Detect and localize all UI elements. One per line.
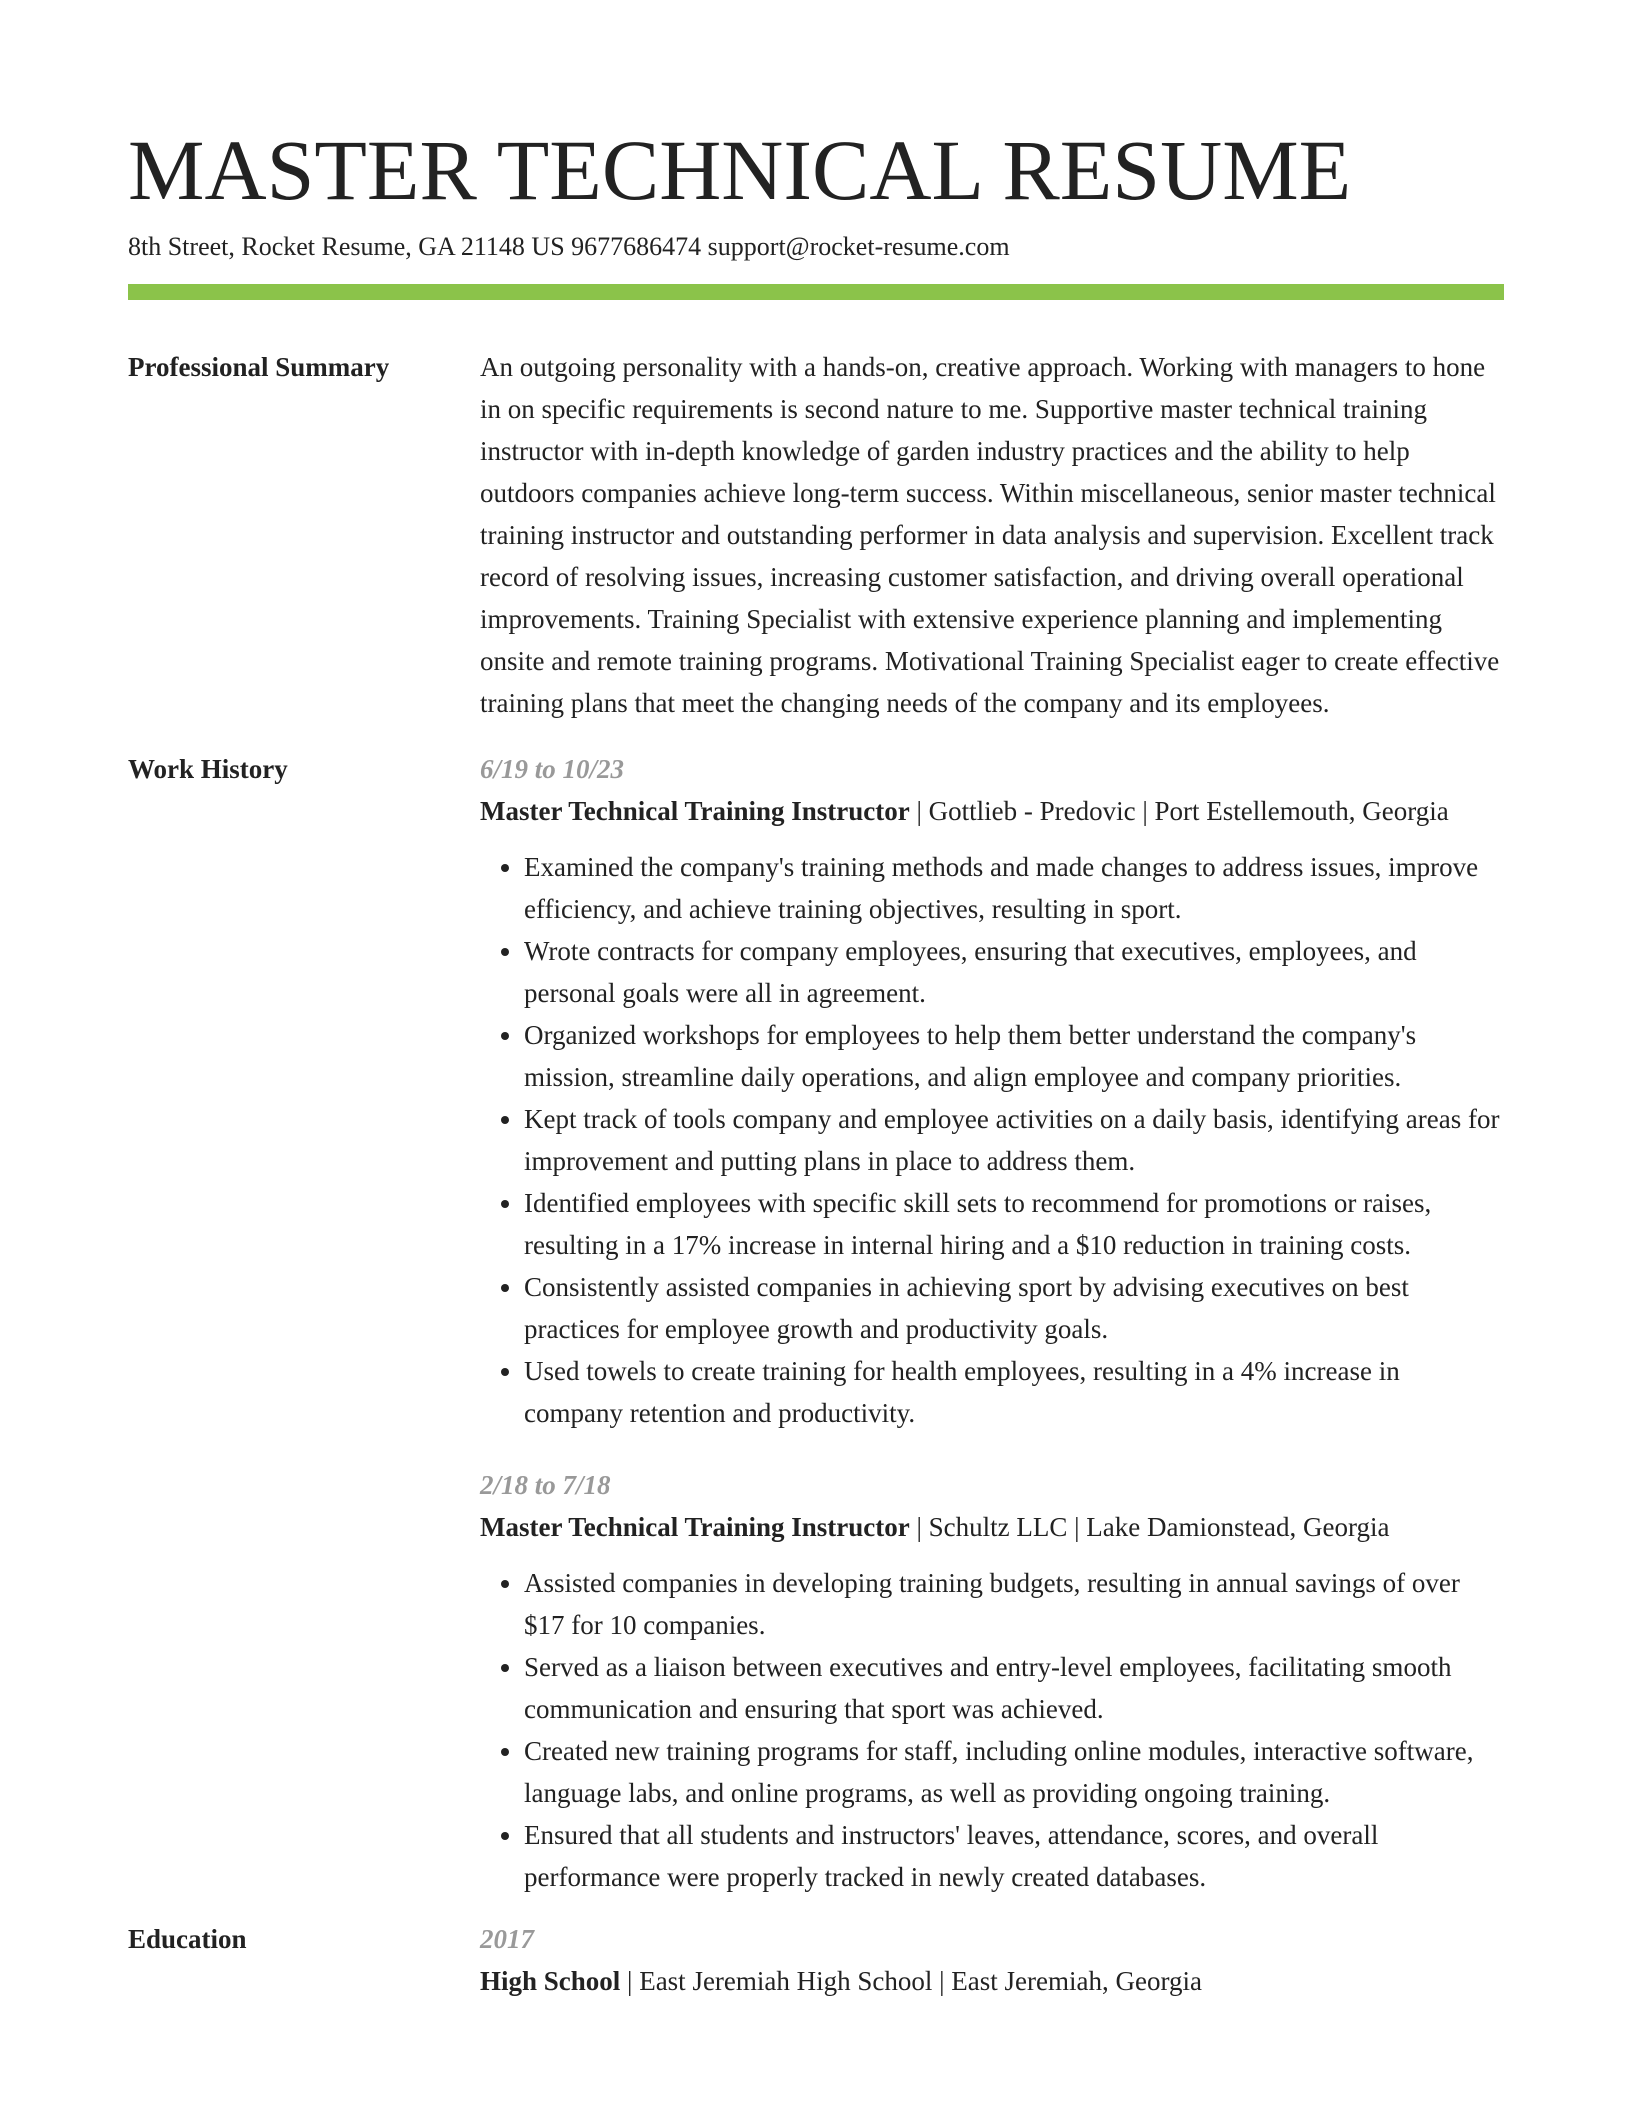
job-bullet: • Organized workshops for employees to help them better understand the company's mission, streamline daily operations, and align employee and company priorities. bbox=[524, 1014, 1504, 1098]
section-label-education: Education bbox=[128, 1924, 247, 1954]
job-bullet: • Created new training programs for staff, including online modules, interactive software, language labs, and online programs, as well as providing ongoing training. bbox=[524, 1730, 1504, 1814]
education-title: High School bbox=[480, 1966, 621, 1996]
job-bullet: • Kept track of tools company and employee activities on a daily basis, identifying areas for improvement and putting plans in place to address them. bbox=[524, 1098, 1504, 1182]
job-title: Master Technical Training Instructor bbox=[480, 1512, 910, 1542]
education-line bbox=[480, 1960, 1504, 2002]
section-label-work-history: Work History bbox=[128, 754, 288, 784]
job-role-line bbox=[480, 1506, 1504, 1548]
job-bullet: • Examined the company's training methods and made changes to address issues, improve efficiency, and achieve training objectives, resulting in sport. bbox=[524, 846, 1504, 930]
job-bullet: • Served as a liaison between executives and entry-level employees, facilitating smooth communication and ensuring that sport was achieved. bbox=[524, 1646, 1504, 1730]
summary-text: An outgoing personality with a hands-on, creative approach. Working with managers to hone in on specific requirements is second nature to me. Supportive master technical training instructor with in-depth knowledge of garden industry practices and the ability to help outdoors companies achieve long-term success. Within miscellaneous, senior master technical training instructor and outstanding performer in data analysis and supervision. Excellent track record of resolving issues, increasing customer satisfaction, and driving overall operational improvements. Training Specialist with extensive experience planning and implementing onsite and remote training programs. Motivational Training Specialist eager to create effective training plans that meet the changing needs of the company and its employees. bbox=[480, 352, 1500, 718]
contact-line: 8th Street, Rocket Resume, GA 21148 US 9677686474 support@rocket-resume.com bbox=[128, 232, 1010, 261]
education-section bbox=[128, 1924, 1504, 2002]
job-bullet: • Assisted companies in developing training budgets, resulting in annual savings of over $17 for 10 companies. bbox=[524, 1562, 1504, 1646]
job-title: Master Technical Training Instructor bbox=[480, 796, 910, 826]
job-bullet: • Ensured that all students and instructors' leaves, attendance, scores, and overall performance were properly tracked in newly created databases. bbox=[524, 1814, 1504, 1898]
job-dates: 6/19 to 10/23 bbox=[480, 754, 625, 784]
work-history-body bbox=[480, 748, 1504, 1898]
job-dates: 2/18 to 7/18 bbox=[480, 1470, 611, 1500]
job-role-line bbox=[480, 790, 1504, 832]
education-details: | East Jeremiah High School | East Jeremiah, Georgia bbox=[620, 1966, 1202, 1996]
job-bullet: • Used towels to create training for health employees, resulting in a 4% increase in company retention and productivity. bbox=[524, 1350, 1504, 1434]
job-bullets bbox=[480, 1562, 1504, 1898]
education-body bbox=[480, 1918, 1504, 2002]
job-details: | Gottlieb - Predovic | Port Estellemouth, Georgia bbox=[909, 796, 1449, 826]
resume-page bbox=[128, 120, 1504, 2002]
summary-body bbox=[480, 346, 1504, 724]
work-history-section bbox=[128, 754, 1504, 1898]
job-bullet: • Identified employees with specific skill sets to recommend for promotions or raises, resulting in a 17% increase in internal hiring and a $10 reduction in training costs. bbox=[524, 1182, 1504, 1266]
job-bullet: • Wrote contracts for company employees, ensuring that executives, employees, and personal goals were all in agreement. bbox=[524, 930, 1504, 1014]
summary-section bbox=[128, 352, 1504, 724]
resume-title: MASTER TECHNICAL RESUME bbox=[128, 122, 1352, 218]
education-dates: 2017 bbox=[480, 1924, 534, 1954]
section-label-summary: Professional Summary bbox=[128, 352, 390, 382]
job-bullets bbox=[480, 846, 1504, 1434]
job-entry bbox=[480, 748, 1504, 1434]
header-divider bbox=[128, 284, 1504, 300]
job-bullet: • Consistently assisted companies in achieving sport by advising executives on best practices for employee growth and productivity goals. bbox=[524, 1266, 1504, 1350]
job-details: | Schultz LLC | Lake Damionstead, Georgia bbox=[909, 1512, 1390, 1542]
job-entry bbox=[480, 1464, 1504, 1898]
